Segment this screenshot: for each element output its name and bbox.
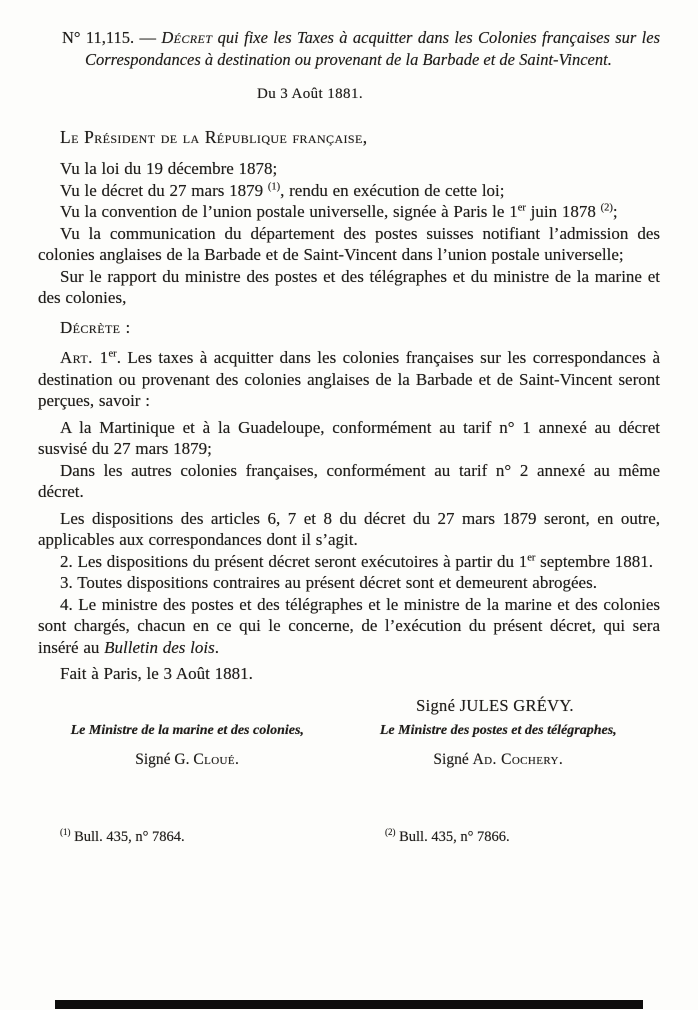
recital-upu-convention: [38, 201, 660, 223]
text-segment: .: [214, 637, 219, 657]
superscript-reference: (1): [60, 826, 71, 837]
text-segment: . Les taxes à acquitter dans les colonies françaises sur les correspondances à destination ou provenant des colonies anglaises de la Barbade et de Saint-Vincent seront perçues, savoir :: [38, 348, 660, 410]
text-segment: Bull. 435, n° 7866.: [395, 828, 510, 845]
decree-date-line: Du 3 Août 1881.: [256, 86, 363, 102]
superscript-reference: er: [517, 202, 526, 214]
ministers-signature-block: [38, 722, 660, 771]
president-signature: [330, 695, 660, 717]
decree-title: [62, 27, 660, 71]
text-segment: Le Président de la République française: [60, 126, 363, 147]
salutation: [38, 127, 660, 149]
text-segment: Le Ministre des postes et des télégraphes,: [379, 723, 617, 738]
superscript-reference: (2): [385, 826, 396, 837]
text-segment: Vu la communication du département des postes suisses notifiant l’admission des colonies anglaises de la Barbade et de Saint-Vincent dans l’union postale universelle;: [38, 223, 660, 264]
decree-word: [38, 317, 660, 339]
text-segment: Cloué.: [193, 751, 240, 768]
text-segment: Signé JULES GRÉVY.: [416, 695, 574, 715]
recital-swiss-notification: [38, 223, 660, 266]
text-segment: Art. 1: [60, 348, 109, 367]
minister-marine-signature: [38, 749, 337, 771]
text-segment: Ad. Cochery.: [472, 751, 564, 768]
text-segment: qui fixe les Taxes à acquitter dans les Colonies françaises sur les Correspondances à destination ou provenant de la Barbade et de Saint-Vincent.: [85, 28, 660, 69]
text-segment: Vu la convention de l’union postale universelle, signée à Paris le 1: [60, 202, 518, 221]
article-2: [38, 551, 660, 573]
text-segment: Fait à Paris, le 3 Août 1881.: [60, 664, 253, 683]
article-1-autres-colonies: [38, 460, 660, 503]
text-segment: Bull. 435, n° 7864.: [70, 828, 185, 845]
text-segment: Signé G.: [135, 751, 194, 768]
superscript-reference: er: [527, 551, 536, 563]
article-1-dispositions-applicables: [38, 508, 660, 551]
minister-marine-role: [38, 722, 337, 740]
footnote-2: [349, 827, 660, 849]
recital-ministers-report: [38, 266, 660, 309]
text-segment: Le Ministre de la marine et des colonies,: [70, 723, 304, 738]
decree-document: [38, 27, 660, 848]
article-1: [38, 347, 660, 412]
footnote-1: [38, 827, 349, 849]
article-3: [38, 572, 660, 594]
text-segment: ;: [612, 202, 618, 221]
footnotes: [38, 827, 660, 849]
text-segment: Décrète :: [60, 317, 131, 337]
text-segment: Décret: [161, 28, 213, 47]
text-segment: N° 11,115. —: [62, 28, 162, 47]
text-segment: 3. Toutes dispositions contraires au présent décret sont et demeurent abrogées.: [60, 573, 597, 592]
minister-marine-column: [38, 722, 337, 771]
text-segment: Les dispositions des articles 6, 7 et 8 du décret du 27 mars 1879 seront, en outre, applicables aux correspondances dont il s’agit.: [38, 508, 660, 549]
text-segment: , rendu en exécution de cette loi;: [280, 180, 505, 200]
closing-fait-a-paris: [38, 663, 660, 685]
scan-artifact-bar: [55, 1000, 643, 1009]
text-segment: Dans les autres colonies françaises, conformément au tarif n° 2 annexé au même décret.: [38, 460, 660, 501]
superscript-reference: er: [108, 348, 117, 360]
article-4: [38, 594, 660, 659]
superscript-reference: (1): [267, 180, 281, 192]
text-segment: ,: [362, 126, 368, 147]
text-segment: A la Martinique et à la Guadeloupe, conformément au tarif n° 1 annexé au décret susvisé du 27 mars 1879;: [38, 417, 660, 458]
minister-postes-role: [337, 722, 660, 740]
text-segment: Sur le rapport du ministre des postes et des télégraphes et du ministre de la marine et des colonies,: [38, 266, 660, 307]
text-segment: septembre 1881.: [535, 551, 654, 571]
recital-law-1878: [38, 158, 660, 180]
article-1-martinique-guadeloupe: [38, 417, 660, 460]
minister-postes-signature: [337, 749, 660, 771]
superscript-reference: (2): [600, 202, 613, 214]
text-segment: juin 1878: [525, 202, 601, 221]
minister-postes-column: [337, 722, 660, 771]
text-segment: 2. Les dispositions du présent décret seront exécutoires à partir du 1: [60, 551, 528, 571]
text-segment: Vu le décret du 27 mars 1879: [60, 180, 268, 200]
text-segment: 4. Le ministre des postes et des télégraphes et le ministre de la marine et des colonies sont chargés, chacun en ce qui le concerne, de l’exécution du présent décret, qui sera inséré au: [38, 594, 660, 657]
text-segment: Vu la loi du 19 décembre 1878;: [60, 159, 278, 178]
text-segment: Signé: [433, 751, 473, 768]
text-segment: Bulletin des lois: [104, 637, 215, 657]
recital-decree-1879: [38, 180, 660, 202]
